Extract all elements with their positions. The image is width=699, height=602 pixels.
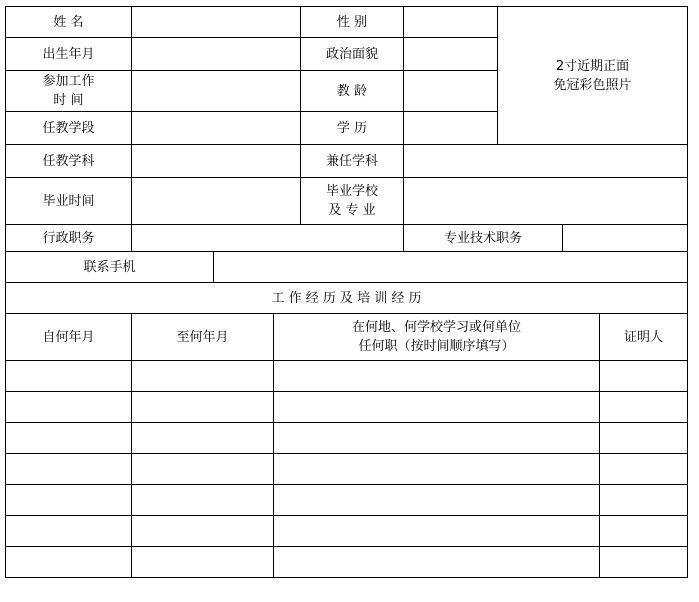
history-row[interactable] bbox=[6, 361, 687, 391]
history-row[interactable] bbox=[6, 392, 687, 422]
work-start-field[interactable] bbox=[132, 71, 300, 111]
history-section-title: 工 作 经 历 及 培 训 经 历 bbox=[271, 290, 422, 306]
teaching-years-label: 教 龄 bbox=[336, 83, 368, 99]
col-header-where: 在何地、何学校学习或何单位 任何职（按时间顺序填写） bbox=[351, 320, 521, 354]
tech-title-label: 专业技术职务 bbox=[443, 230, 522, 246]
grad-time-label: 毕业时间 bbox=[42, 193, 95, 209]
admin-post-label: 行政职务 bbox=[42, 230, 95, 246]
history-row[interactable] bbox=[6, 454, 687, 484]
tech-title-field[interactable] bbox=[563, 225, 687, 251]
birth-field[interactable] bbox=[132, 38, 300, 70]
politics-field[interactable] bbox=[404, 38, 497, 70]
col-header-from: 自何年月 bbox=[42, 329, 95, 345]
col-header-witness: 证明人 bbox=[623, 329, 663, 345]
teaching-years-field[interactable] bbox=[404, 71, 497, 111]
phone-field[interactable] bbox=[214, 252, 687, 282]
teaching-subject-label: 任教学科 bbox=[42, 153, 95, 169]
gender-label: 性 别 bbox=[336, 14, 368, 30]
col-header-to: 至何年月 bbox=[176, 329, 229, 345]
name-field[interactable] bbox=[132, 7, 300, 37]
admin-post-field[interactable] bbox=[132, 225, 403, 251]
history-row[interactable] bbox=[6, 547, 687, 577]
name-label: 姓 名 bbox=[53, 14, 84, 30]
gender-field[interactable] bbox=[404, 7, 497, 37]
photo-box[interactable]: 2寸近期正面 免冠彩色照片 bbox=[553, 58, 632, 93]
politics-label: 政治面貌 bbox=[325, 46, 378, 62]
grad-school-field[interactable] bbox=[404, 178, 687, 224]
grad-school-label: 毕业学校 及 专 业 bbox=[325, 184, 378, 218]
teaching-stage-field[interactable] bbox=[132, 112, 300, 144]
history-row[interactable] bbox=[6, 423, 687, 453]
history-row[interactable] bbox=[6, 516, 687, 546]
education-field[interactable] bbox=[404, 112, 497, 144]
work-start-label: 参加工作 时 间 bbox=[42, 74, 95, 108]
history-row[interactable] bbox=[6, 485, 687, 515]
teaching-subject-field[interactable] bbox=[132, 145, 300, 177]
teaching-stage-label: 任教学段 bbox=[42, 120, 95, 136]
education-label: 学 历 bbox=[336, 120, 368, 136]
concurrent-subject-field[interactable] bbox=[404, 145, 687, 177]
grad-time-field[interactable] bbox=[132, 178, 300, 224]
phone-label: 联系手机 bbox=[83, 259, 136, 275]
birth-label: 出生年月 bbox=[42, 46, 95, 62]
concurrent-subject-label: 兼任学科 bbox=[325, 153, 378, 169]
